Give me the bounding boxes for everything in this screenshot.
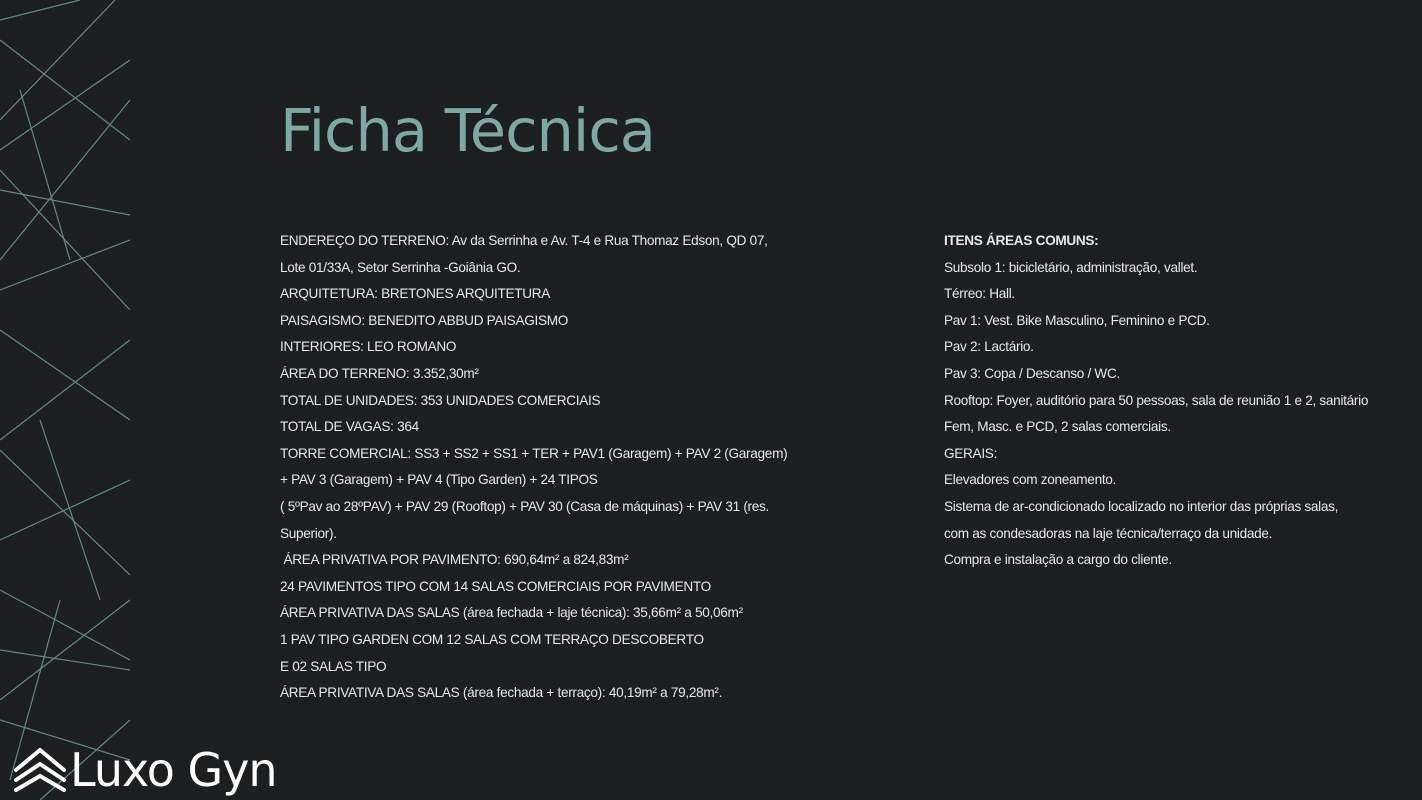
page-title: Ficha Técnica	[280, 96, 655, 165]
common-area-line: Pav 1: Vest. Bike Masculino, Feminino e PCD.	[944, 312, 1210, 328]
stacked-layers-logo-icon	[12, 742, 68, 798]
common-area-line: Pav 2: Lactário.	[944, 339, 1034, 355]
spec-line: TOTAL DE VAGAS: 364	[280, 419, 419, 435]
common-area-line: Rooftop: Foyer, auditório para 50 pessoas, sala de reunião 1 e 2, sanitário	[944, 392, 1369, 408]
spec-line: INTERIORES: LEO ROMANO	[280, 339, 457, 355]
spec-line: ARQUITETURA: BRETONES ARQUITETURA	[280, 286, 551, 302]
spec-line: Superior).	[280, 525, 337, 541]
spec-line: ÁREA PRIVATIVA DAS SALAS (área fechada + laje técnica): 35,66m² a 50,06m²	[280, 605, 743, 621]
common-area-line: GERAIS:	[944, 445, 998, 461]
brand-logo	[12, 740, 277, 800]
spec-line: TOTAL DE UNIDADES: 353 UNIDADES COMERCIAIS	[280, 392, 601, 408]
common-area-line: Pav 3: Copa / Descanso / WC.	[944, 365, 1120, 381]
common-areas-column	[944, 228, 1414, 574]
common-area-line: com as condesadoras na laje técnica/terraço da unidade.	[944, 525, 1273, 541]
spec-line: ÁREA DO TERRENO: 3.352,30m²	[280, 365, 479, 381]
spec-line: Lote 01/33A, Setor Serrinha -Goiânia GO.	[280, 259, 521, 275]
common-area-line: Elevadores com zoneamento.	[944, 472, 1117, 488]
common-area-line: Fem, Masc. e PCD, 2 salas comerciais.	[944, 419, 1171, 435]
spec-line: 24 PAVIMENTOS TIPO COM 14 SALAS COMERCIAIS POR PAVIMENTO	[280, 578, 711, 594]
spec-line: ( 5ºPav ao 28ºPAV) + PAV 29 (Rooftop) + PAV 30 (Casa de máquinas) + PAV 31 (res.	[280, 498, 770, 514]
brand-name: Luxo Gyn	[70, 743, 277, 797]
spec-line: ÁREA PRIVATIVA DAS SALAS (área fechada + terraço): 40,19m² a 79,28m².	[280, 685, 723, 701]
common-areas-heading: ITENS ÁREAS COMUNS:	[944, 233, 1099, 248]
common-area-line: Compra e instalação a cargo do cliente.	[944, 552, 1172, 568]
technical-specs-column	[280, 228, 840, 707]
spec-line: E 02 SALAS TIPO	[280, 658, 387, 674]
spec-line: + PAV 3 (Garagem) + PAV 4 (Tipo Garden) + 24 TIPOS	[280, 472, 598, 488]
spec-line: ÁREA PRIVATIVA POR PAVIMENTO: 690,64m² a 824,83m²	[280, 552, 629, 568]
spec-line: 1 PAV TIPO GARDEN COM 12 SALAS COM TERRAÇO DESCOBERTO	[280, 631, 704, 647]
spec-line: PAISAGISMO: BENEDITO ABBUD PAISAGISMO	[280, 312, 569, 328]
spec-line: ENDEREÇO DO TERRENO: Av da Serrinha e Av. T-4 e Rua Thomaz Edson, QD 07,	[280, 233, 768, 248]
common-area-line: Sistema de ar-condicionado localizado no interior das próprias salas,	[944, 498, 1339, 514]
common-area-line: Térreo: Hall.	[944, 286, 1015, 302]
spec-line: TORRE COMERCIAL: SS3 + SS2 + SS1 + TER + PAV1 (Garagem) + PAV 2 (Garagem)	[280, 445, 788, 461]
decorative-line-pattern	[0, 0, 140, 800]
common-area-line: Subsolo 1: bicicletário, administração, vallet.	[944, 259, 1198, 275]
